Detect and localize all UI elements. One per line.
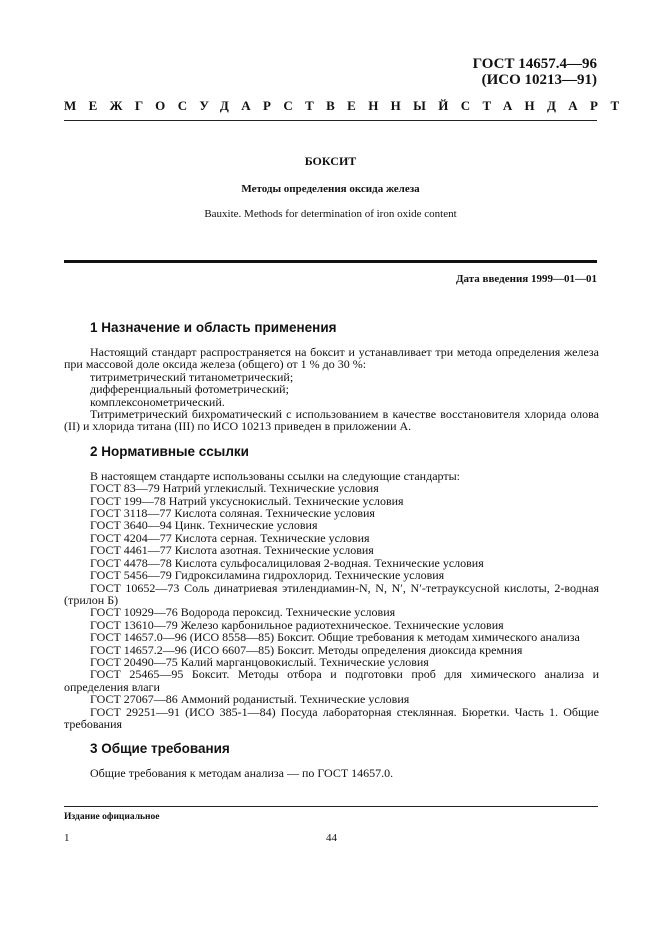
reference-item: ГОСТ 5456—79 Гидроксиламина гидрохлорид. Технические условия bbox=[90, 568, 445, 583]
reference-item: ГОСТ 10929—76 Водорода пероксид. Технические условия bbox=[90, 605, 396, 620]
page-number: 44 bbox=[326, 832, 337, 844]
method-item: комплексонометрический. bbox=[90, 394, 225, 409]
reference-item: ГОСТ 10652—73 Соль динатриевая этилендиамин-N, N, N′, N′-тетрауксусной кислоты, 2-водная (трилон Б) bbox=[64, 580, 599, 607]
document-title: БОКСИТ bbox=[304, 154, 357, 168]
document-body bbox=[64, 320, 599, 780]
section-3-heading: 3 Общие требования bbox=[90, 741, 230, 757]
reference-item: ГОСТ 27067—86 Аммоний роданистый. Технические условия bbox=[90, 692, 410, 707]
iso-code: (ИСО 10213—91) bbox=[481, 72, 597, 88]
introduction-date: Дата введения 1999—01—01 bbox=[455, 273, 597, 285]
reference-item: ГОСТ 4478—78 Кислота сульфосалициловая 2-водная. Технические условия bbox=[90, 555, 484, 570]
reference-item: ГОСТ 25465—95 Боксит. Методы отбора и подготовки проб для химического анализа и определения влаги bbox=[64, 667, 599, 694]
reference-item: ГОСТ 20490—75 Калий марганцовокислый. Технические условия bbox=[90, 654, 429, 669]
reference-item: ГОСТ 13610—79 Железо карбонильное радиотехническое. Технические условия bbox=[90, 617, 504, 632]
interstate-word: МЕЖГОСУДАРСТВЕННЫЙ bbox=[64, 98, 461, 113]
english-title: Bauxite. Methods for determination of iron oxide content bbox=[204, 208, 457, 220]
reference-item: ГОСТ 29251—91 (ИСО 385-1—84) Посуда лабораторная стеклянная. Бюретки. Часть 1. Общие требования bbox=[64, 704, 599, 731]
section-gap bbox=[64, 730, 599, 741]
reference-item: ГОСТ 3640—94 Цинк. Технические условия bbox=[90, 518, 318, 533]
title-divider bbox=[64, 260, 597, 263]
method-item: титриметрический титанометрический; bbox=[90, 369, 294, 384]
reference-item: ГОСТ 199—78 Натрий уксуснокислый. Технические условия bbox=[90, 493, 404, 508]
interstate-standard-banner bbox=[64, 98, 632, 114]
header-divider bbox=[64, 120, 597, 121]
references-intro: В настоящем стандарте использованы ссылки на следующие стандарты: bbox=[90, 468, 461, 483]
official-edition-label: Издание официальное bbox=[64, 812, 160, 822]
section-gap bbox=[64, 433, 599, 444]
section-1-paragraph: Титриметрический бихроматический с использованием в качестве восстановителя хлорида олова (II) и хлорида титана (III) по ИСО 10213 приведен в приложении А. bbox=[64, 407, 599, 434]
footer-divider bbox=[64, 806, 598, 807]
footer-left-mark: 1 bbox=[64, 832, 70, 844]
section-3-text: Общие требования к методам анализа — по ГОСТ 14657.0. bbox=[90, 766, 394, 781]
method-item: дифференциальный фотометрический; bbox=[90, 382, 289, 397]
reference-item: ГОСТ 14657.2—96 (ИСО 6607—85) Боксит. Методы определения диоксида кремния bbox=[90, 642, 523, 657]
section-1-paragraph: Настоящий стандарт распространяется на боксит и устанавливает три метода определения железа при массовой доле оксида железа (общего) от 1 % до 30 %: bbox=[64, 345, 599, 372]
section-2-heading: 2 Нормативные ссылки bbox=[90, 443, 249, 459]
gost-code: ГОСТ 14657.4—96 bbox=[472, 56, 597, 72]
reference-item: ГОСТ 4461—77 Кислота азотная. Технические условия bbox=[90, 543, 374, 558]
document-subtitle: Методы определения оксида железа bbox=[241, 183, 420, 195]
standard-word: СТАНДАРТ bbox=[460, 98, 632, 113]
section-1-heading: 1 Назначение и область применения bbox=[90, 320, 337, 335]
reference-item: ГОСТ 4204—77 Кислота серная. Технические условия bbox=[90, 530, 370, 545]
reference-item: ГОСТ 83—79 Натрий углекислый. Технические условия bbox=[90, 481, 379, 496]
reference-list bbox=[64, 482, 599, 730]
reference-item: ГОСТ 3118—77 Кислота соляная. Технические условия bbox=[90, 506, 375, 521]
reference-item: ГОСТ 14657.0—96 (ИСО 8558—85) Боксит. Общие требования к методам химического анализа bbox=[90, 630, 580, 645]
document-code-block bbox=[473, 56, 597, 88]
